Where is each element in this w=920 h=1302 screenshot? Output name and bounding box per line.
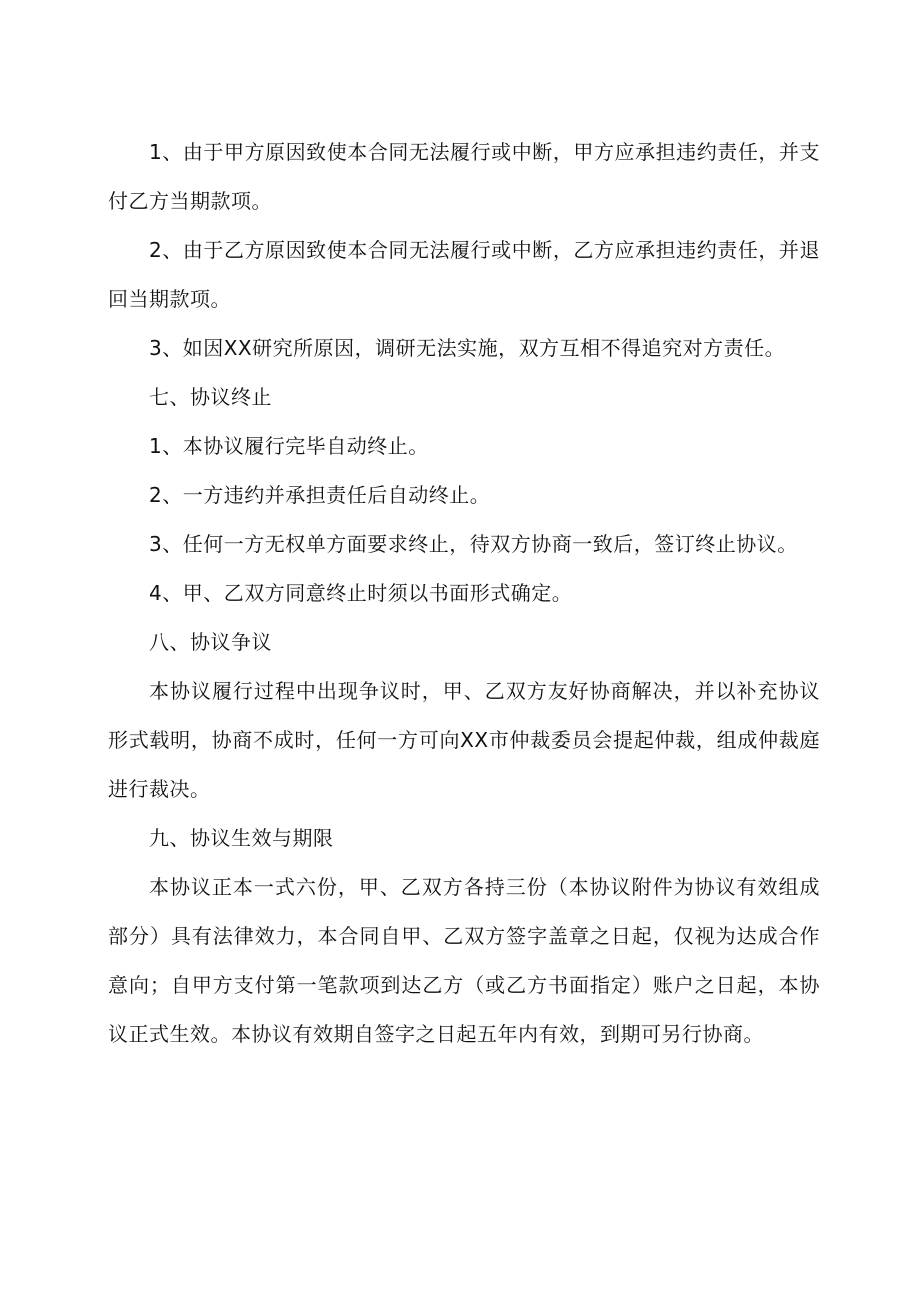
clause-dispute: 本协议履行过程中出现争议时，甲、乙双方友好协商解决，并以补充协议形式载明，协商不成时，任何一方可向XX市仲裁委员会提起仲裁，组成仲裁庭进行裁决。 bbox=[108, 679, 820, 801]
clause-research-institute: 3、如因XX研究所原因，调研无法实施，双方互相不得追究对方责任。 bbox=[149, 336, 786, 360]
clause-effect-term: 本协议正本一式六份，甲、乙双方各持三份（本协议附件为协议有效组成部分）具有法律效力，本合同自甲、乙双方签字盖章之日起，仅视为达成合作意向；自甲方支付第一笔款项到达乙方（或乙方书面指定）账户之日起，本协议正式生效。本协议有效期自签字之日起五年内有效，到期可另行协商。 bbox=[108, 875, 820, 1046]
clause-termination-4: 4、甲、乙双方同意终止时须以书面形式确定。 bbox=[149, 581, 573, 605]
section-heading-effect-term: 九、协议生效与期限 bbox=[149, 826, 334, 850]
clause-termination-1: 1、本协议履行完毕自动终止。 bbox=[149, 434, 429, 458]
clause-termination-3: 3、任何一方无权单方面要求终止，待双方协商一致后，签订终止协议。 bbox=[149, 532, 798, 556]
clause-breach-party-b: 2、由于乙方原因致使本合同无法履行或中断，乙方应承担违约责任，并退回当期款项。 bbox=[108, 238, 820, 311]
clause-termination-2: 2、一方违约并承担责任后自动终止。 bbox=[149, 483, 491, 507]
clause-breach-party-a: 1、由于甲方原因致使本合同无法履行或中断，甲方应承担违约责任，并支付乙方当期款项。 bbox=[108, 140, 820, 213]
section-heading-dispute: 八、协议争议 bbox=[149, 630, 272, 654]
section-heading-termination: 七、协议终止 bbox=[149, 385, 272, 409]
